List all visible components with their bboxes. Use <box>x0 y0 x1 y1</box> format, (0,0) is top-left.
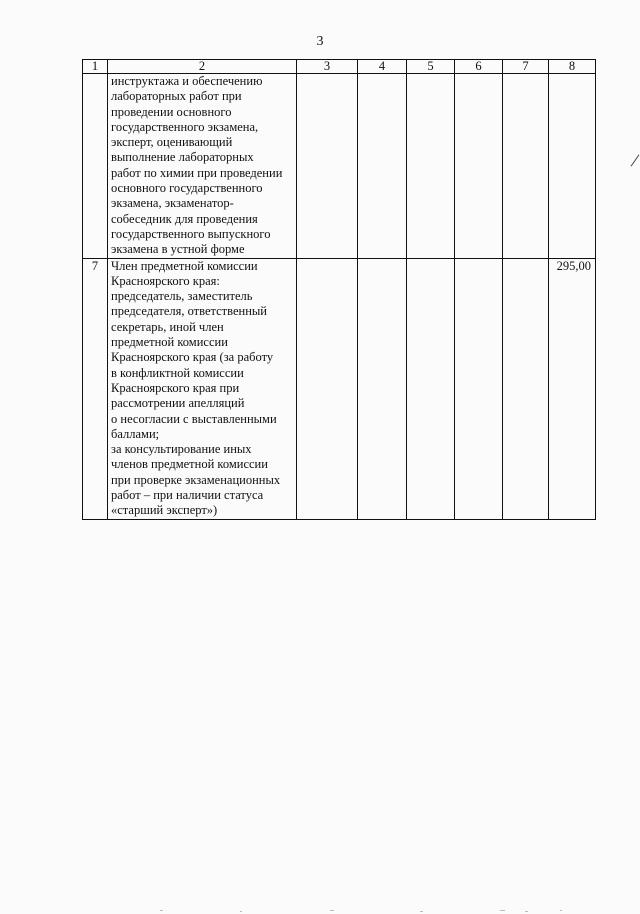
description-line: экзамена, экзаменатор- <box>111 196 234 211</box>
column-header: 8 <box>549 60 596 74</box>
cell-col-4 <box>358 74 407 259</box>
table-row <box>83 258 596 519</box>
cell-col-8 <box>549 74 596 259</box>
row-number <box>83 74 108 259</box>
description-line: основного государственного <box>111 181 263 196</box>
description-line: Красноярского края: <box>111 273 220 288</box>
description-line: лабораторных работ при <box>111 89 242 104</box>
description-line: в конфликтной комиссии <box>111 365 244 380</box>
document-table <box>82 59 596 520</box>
column-header: 6 <box>455 60 503 74</box>
table-row <box>83 74 596 259</box>
column-header: 2 <box>108 60 297 74</box>
cell-col-8: 295,00 <box>549 258 596 519</box>
scan-bottom-artifact <box>0 900 640 914</box>
cell-col-7 <box>503 74 549 259</box>
table-header-row <box>83 60 596 74</box>
description-line: собеседник для проведения <box>111 211 258 226</box>
cell-col-7 <box>503 258 549 519</box>
description-line: эксперт, оценивающий <box>111 135 233 150</box>
description-line: Красноярского края при <box>111 380 240 395</box>
description-line: государственного выпускного <box>111 226 271 241</box>
cell-col-5 <box>407 258 455 519</box>
description-line: рассмотрении апелляций <box>111 396 245 411</box>
row-number: 7 <box>83 258 108 519</box>
description-line: Красноярского края (за работу <box>111 350 274 365</box>
description-line: Член предметной комиссии <box>111 258 258 273</box>
column-header: 1 <box>83 60 108 74</box>
description-line: проведении основного <box>111 104 232 119</box>
description-line: выполнение лабораторных <box>111 150 254 165</box>
description-line: председателя, ответственный <box>111 304 267 319</box>
description-line: инструктажа и обеспечению <box>111 74 263 88</box>
row-description <box>108 74 297 259</box>
description-line: «старший эксперт») <box>111 503 218 518</box>
column-header: 7 <box>503 60 549 74</box>
column-header: 3 <box>297 60 358 74</box>
description-line: работ по химии при проведении <box>111 165 283 180</box>
scan-edge-mark <box>631 154 640 166</box>
description-line: предметной комиссии <box>111 335 228 350</box>
cell-col-6 <box>455 74 503 259</box>
cell-col-3 <box>297 258 358 519</box>
cell-col-3 <box>297 74 358 259</box>
description-line: при проверке экзаменационных <box>111 472 281 487</box>
page-number: 3 <box>316 34 324 49</box>
cell-col-4 <box>358 258 407 519</box>
description-line: о несогласии с выставленными <box>111 411 277 426</box>
column-header: 4 <box>358 60 407 74</box>
description-line: баллами; <box>111 426 160 441</box>
description-line: экзамена в устной форме <box>111 242 245 257</box>
row-description <box>108 258 297 519</box>
cell-col-5 <box>407 74 455 259</box>
description-line: государственного экзамена, <box>111 119 259 134</box>
description-line: членов предметной комиссии <box>111 457 268 472</box>
description-line: секретарь, иной член <box>111 319 224 334</box>
description-line: за консультирование иных <box>111 442 252 457</box>
column-header: 5 <box>407 60 455 74</box>
cell-col-6 <box>455 258 503 519</box>
description-line: председатель, заместитель <box>111 289 253 304</box>
description-line: работ – при наличии статуса <box>111 488 264 503</box>
